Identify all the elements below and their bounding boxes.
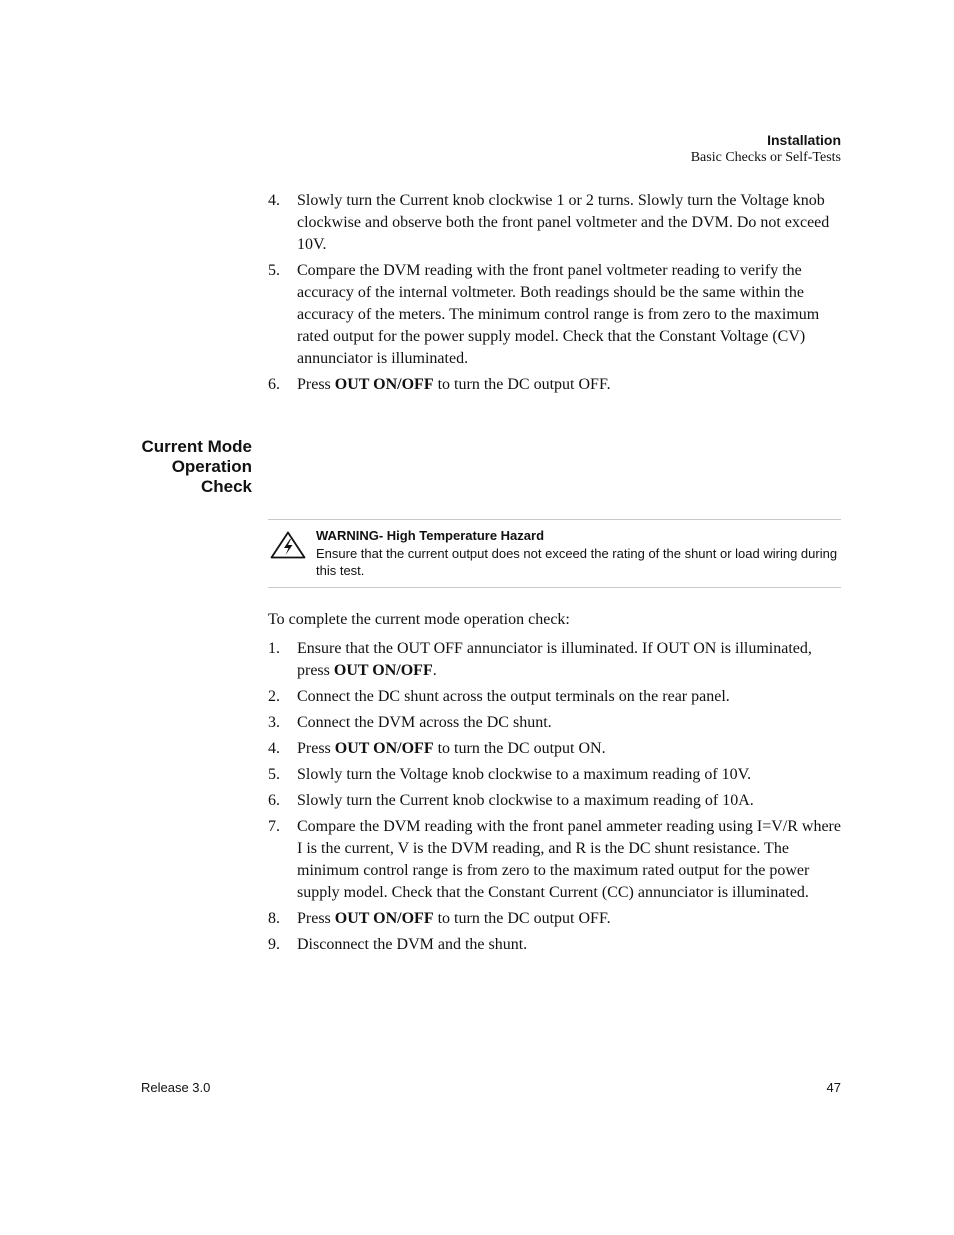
warning-box <box>268 519 841 588</box>
step-text: Press <box>297 376 335 393</box>
step-number: 4. <box>268 192 280 209</box>
step-text: Press <box>297 740 335 757</box>
step-number: 3. <box>268 714 280 731</box>
step-text: Compare the DVM reading with the front panel voltmeter reading to verify the accuracy of the internal voltmeter. Both readings should be the same within the accuracy of the meters. The minimum control range is from zero to the maximum rated output for the power supply model. Check that the Constant Voltage (CV) annunciator is illuminated. <box>297 262 820 367</box>
step-text: Connect the DVM across the DC shunt. <box>297 714 552 731</box>
high-voltage-warning-icon <box>270 531 306 559</box>
page-number: 47 <box>826 1080 841 1095</box>
step-text: Slowly turn the Current knob clockwise 1 or 2 turns. Slowly turn the Voltage knob clockwise and observe both the front panel voltmeter and the DVM. Do not exceed 10V. <box>297 192 830 253</box>
current-check-steps <box>268 638 843 960</box>
intro-text: To complete the current mode operation check: <box>268 611 570 628</box>
step-text: to turn the DC output ON. <box>433 740 606 757</box>
warning-title: WARNING- High Temperature Hazard <box>316 528 545 543</box>
list-item <box>268 190 843 256</box>
step-number: 6. <box>268 792 280 809</box>
list-item <box>268 790 843 812</box>
step-text: Ensure that the OUT OFF annunciator is illuminated. If OUT ON is illuminated, press <box>297 640 812 679</box>
control-name: OUT ON/OFF <box>334 740 434 757</box>
list-item <box>268 738 843 760</box>
step-number: 5. <box>268 766 280 783</box>
section-heading <box>92 437 252 497</box>
control-name: OUT ON/OFF <box>334 910 434 927</box>
step-text: to turn the DC output OFF. <box>433 376 611 393</box>
step-text: . <box>432 662 437 679</box>
step-number: 1. <box>268 640 280 657</box>
release-label: Release 3.0 <box>141 1080 211 1095</box>
list-item <box>268 908 843 930</box>
step-text: to turn the DC output OFF. <box>433 910 611 927</box>
section-heading-line: Current Mode <box>141 437 252 456</box>
step-number: 9. <box>268 936 280 953</box>
list-item <box>268 260 843 370</box>
step-text: Compare the DVM reading with the front panel ammeter reading using I=V/R where I is the current, V is the DVM reading, and R is the DC shunt resistance. The minimum control range is from zero to the maximum rated output for the power supply model. Check that the Constant Current (CC) annunciator is illuminated. <box>297 818 841 901</box>
control-name: OUT ON/OFF <box>333 662 433 679</box>
list-item <box>268 816 843 904</box>
list-item <box>268 712 843 734</box>
list-item <box>268 764 843 786</box>
step-text: Press <box>297 910 335 927</box>
step-number: 7. <box>268 818 280 835</box>
step-text: Slowly turn the Current knob clockwise to a maximum reading of 10A. <box>297 792 754 809</box>
step-text: Connect the DC shunt across the output terminals on the rear panel. <box>297 688 730 705</box>
list-item <box>268 934 843 956</box>
step-text: Disconnect the DVM and the shunt. <box>297 936 528 953</box>
step-number: 5. <box>268 262 280 279</box>
voltage-check-steps <box>268 190 843 400</box>
step-number: 8. <box>268 910 280 927</box>
step-number: 2. <box>268 688 280 705</box>
control-name: OUT ON/OFF <box>334 376 434 393</box>
step-text: Slowly turn the Voltage knob clockwise to a maximum reading of 10V. <box>297 766 752 783</box>
step-number: 6. <box>268 376 280 393</box>
section-heading-line: Operation <box>171 457 252 476</box>
list-item <box>268 374 843 396</box>
step-number: 4. <box>268 740 280 757</box>
section-heading-line: Check <box>200 477 252 496</box>
warning-body: Ensure that the current output does not exceed the rating of the shunt or load wiring during this test. <box>316 546 838 578</box>
chapter-title: Installation <box>767 132 841 148</box>
list-item <box>268 638 843 682</box>
section-title: Basic Checks or Self-Tests <box>690 150 841 165</box>
running-header <box>691 131 841 167</box>
list-item <box>268 686 843 708</box>
